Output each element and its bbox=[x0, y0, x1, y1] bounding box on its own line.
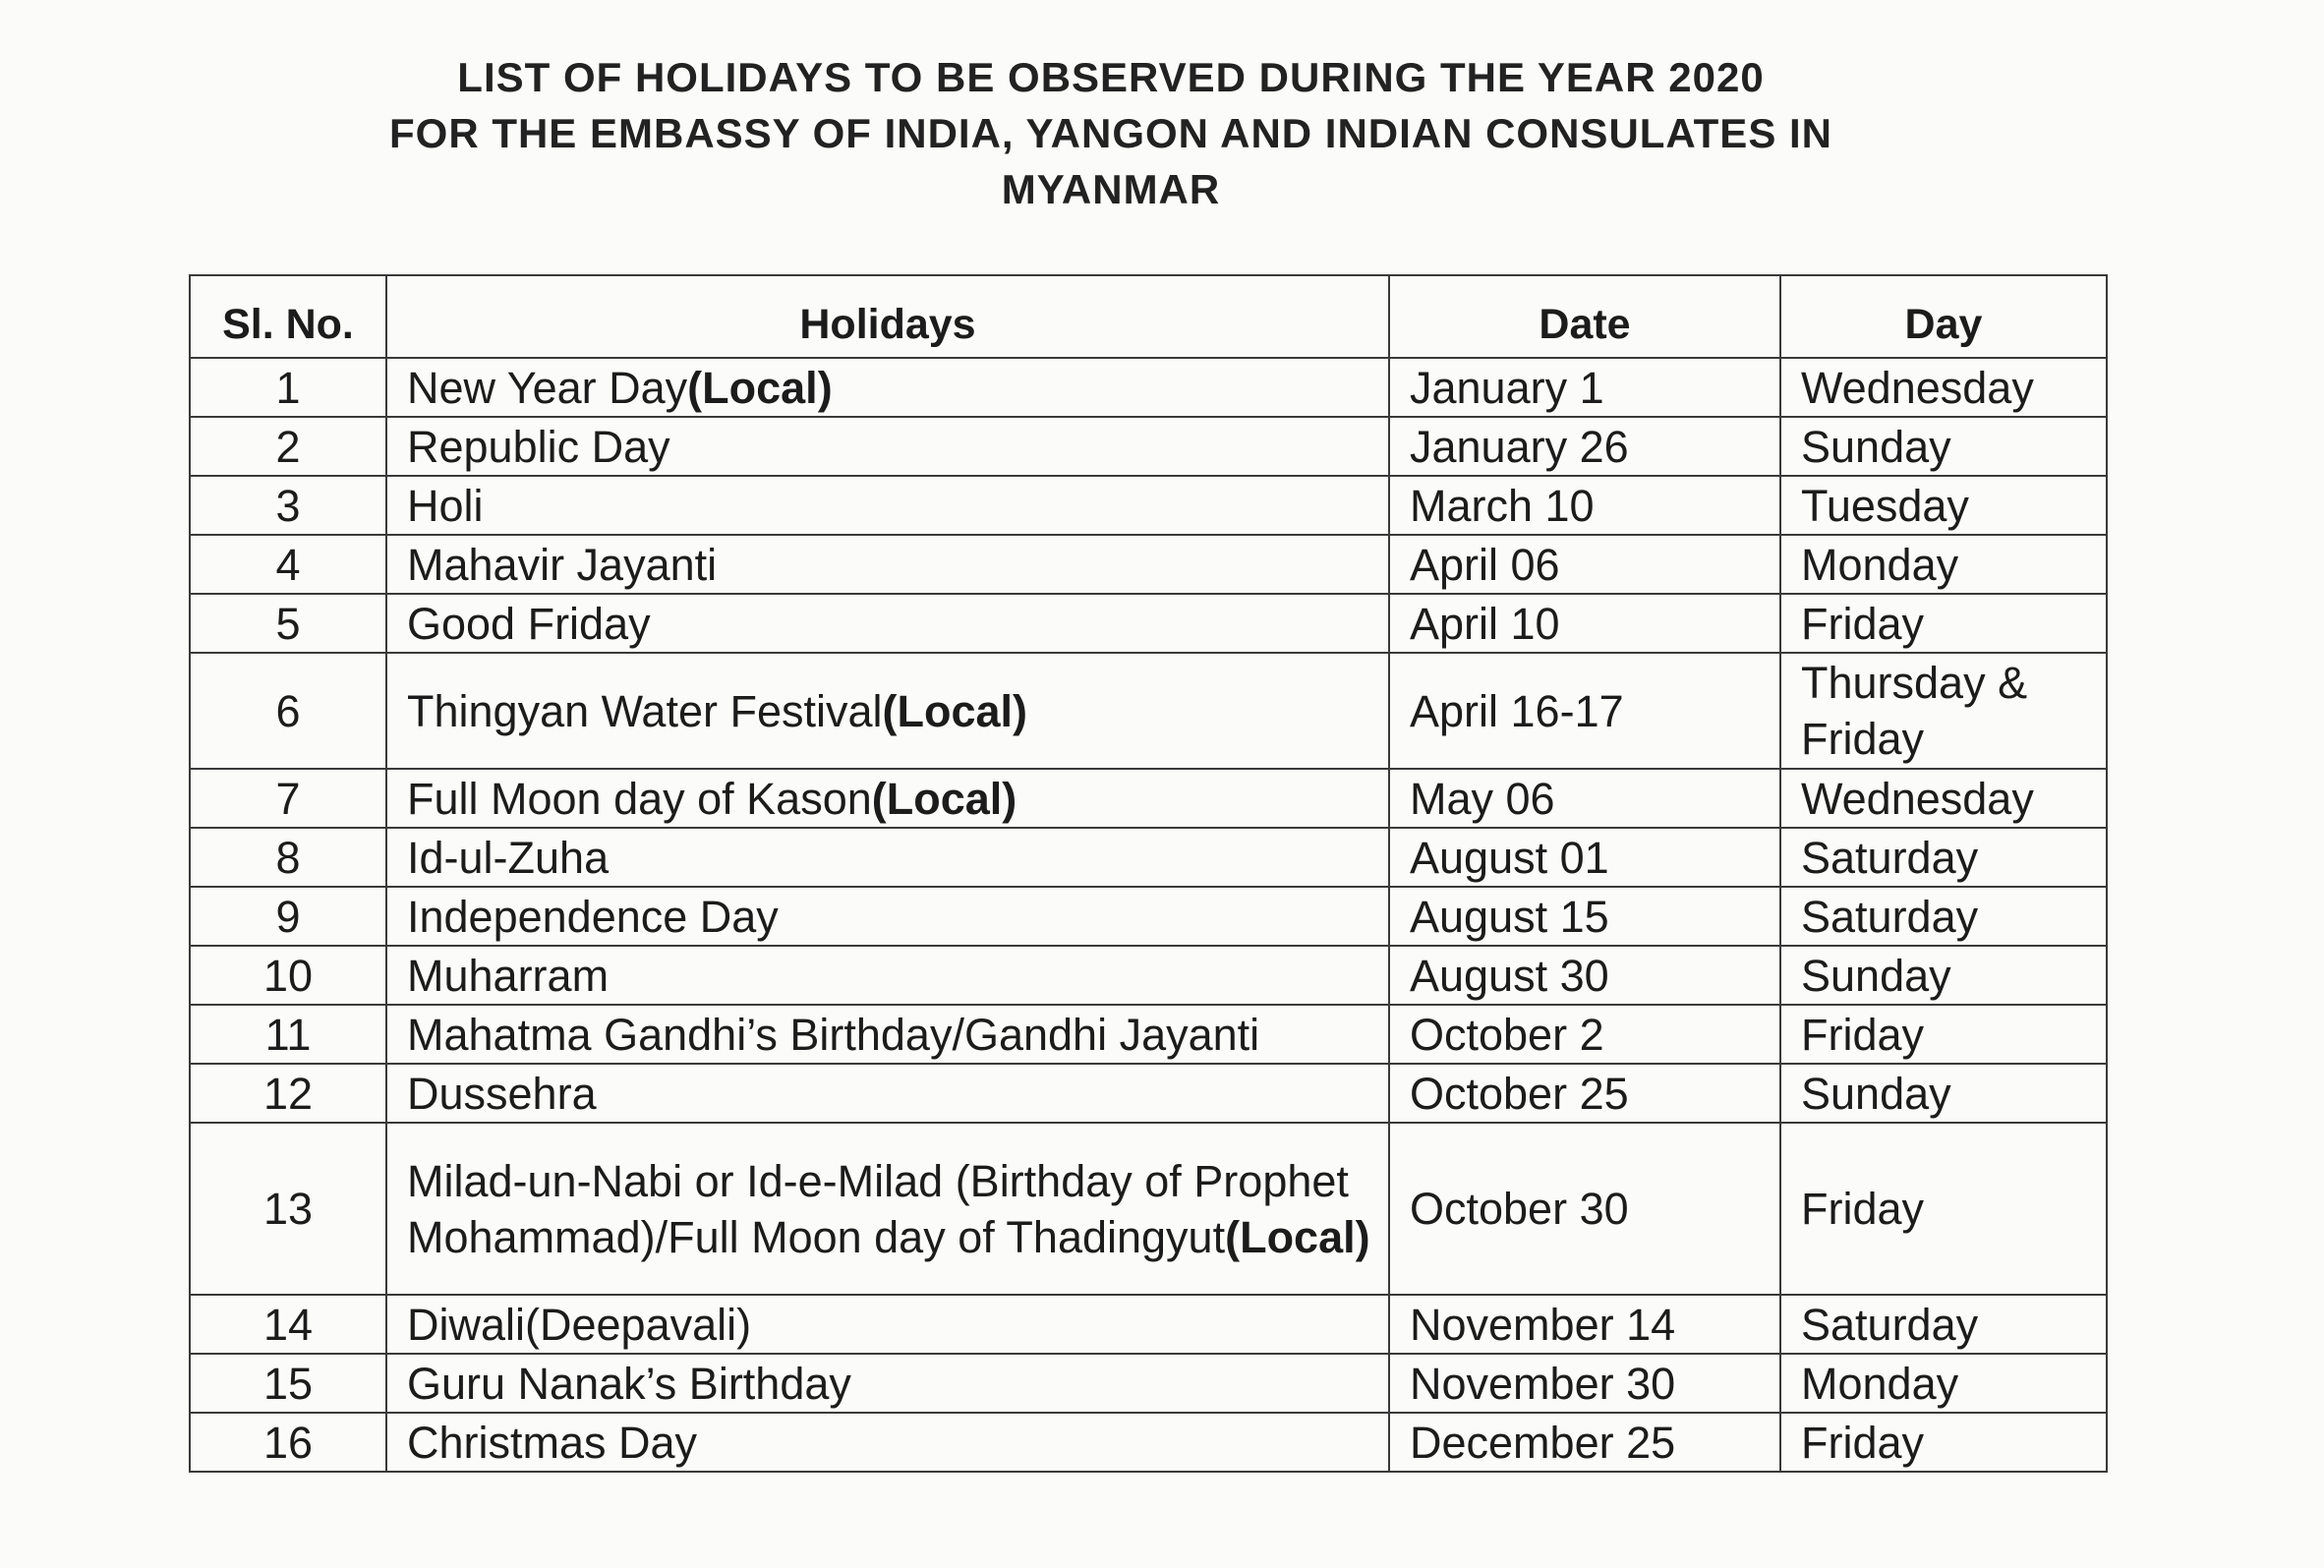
holiday-date: October 30 bbox=[1389, 1123, 1780, 1295]
holiday-day: Saturday bbox=[1780, 887, 2107, 946]
table-row bbox=[190, 1064, 2107, 1123]
holiday-name-text: Holi bbox=[407, 480, 484, 531]
header-date: Date bbox=[1389, 275, 1780, 358]
holiday-name bbox=[386, 1354, 1389, 1413]
holiday-date: April 16-17 bbox=[1389, 653, 1780, 769]
holiday-day: Sunday bbox=[1780, 946, 2107, 1005]
holiday-name-text: Guru Nanak’s Birthday bbox=[407, 1358, 851, 1409]
title-line-3: MYANMAR bbox=[1001, 166, 1221, 212]
holiday-day: Monday bbox=[1780, 535, 2107, 594]
row-number: 9 bbox=[190, 887, 386, 946]
holiday-name-text: Dussehra bbox=[407, 1068, 597, 1119]
holiday-name bbox=[386, 535, 1389, 594]
holiday-day: Saturday bbox=[1780, 828, 2107, 887]
row-number: 4 bbox=[190, 535, 386, 594]
table-row bbox=[190, 476, 2107, 535]
holiday-name-text: Full Moon day of Kason bbox=[407, 773, 872, 824]
table-row bbox=[190, 769, 2107, 828]
holiday-day: Monday bbox=[1780, 1354, 2107, 1413]
local-tag: (Local) bbox=[687, 362, 833, 413]
local-tag: (Local) bbox=[1225, 1211, 1370, 1262]
row-number: 13 bbox=[190, 1123, 386, 1295]
table-row bbox=[190, 1295, 2107, 1354]
table-row bbox=[190, 653, 2107, 769]
holiday-name-text: Id-ul-Zuha bbox=[407, 832, 610, 883]
table-row bbox=[190, 887, 2107, 946]
row-number: 16 bbox=[190, 1413, 386, 1472]
row-number: 14 bbox=[190, 1295, 386, 1354]
holiday-date: August 15 bbox=[1389, 887, 1780, 946]
holiday-name-text: Thingyan Water Festival bbox=[407, 685, 883, 736]
holiday-date: October 25 bbox=[1389, 1064, 1780, 1123]
header-day: Day bbox=[1780, 275, 2107, 358]
holiday-date: March 10 bbox=[1389, 476, 1780, 535]
holiday-name bbox=[386, 1005, 1389, 1064]
holiday-name bbox=[386, 417, 1389, 476]
table-row bbox=[190, 1005, 2107, 1064]
holiday-table bbox=[189, 274, 2108, 1473]
local-tag: (Local) bbox=[871, 773, 1017, 824]
holiday-day: Saturday bbox=[1780, 1295, 2107, 1354]
holiday-name-text: Mahavir Jayanti bbox=[407, 539, 718, 590]
row-number: 10 bbox=[190, 946, 386, 1005]
table-row bbox=[190, 828, 2107, 887]
holiday-name bbox=[386, 476, 1389, 535]
holiday-day: Wednesday bbox=[1780, 769, 2107, 828]
row-number: 11 bbox=[190, 1005, 386, 1064]
table-row bbox=[190, 594, 2107, 653]
holiday-name bbox=[386, 887, 1389, 946]
row-number: 1 bbox=[190, 358, 386, 417]
holiday-date: May 06 bbox=[1389, 769, 1780, 828]
holiday-name bbox=[386, 1295, 1389, 1354]
holiday-date: April 10 bbox=[1389, 594, 1780, 653]
holiday-day: Thursday & Friday bbox=[1780, 653, 2107, 769]
title-line-2: FOR THE EMBASSY OF INDIA, YANGON AND INDIAN CONSULATES IN bbox=[389, 110, 1832, 156]
holiday-name-text: Good Friday bbox=[407, 598, 651, 649]
table-row bbox=[190, 946, 2107, 1005]
row-number: 6 bbox=[190, 653, 386, 769]
holiday-name-text: Mahatma Gandhi’s Birthday/Gandhi Jayanti bbox=[407, 1009, 1260, 1060]
holiday-name bbox=[386, 1413, 1389, 1472]
holiday-day: Sunday bbox=[1780, 417, 2107, 476]
holiday-name-text: Diwali(Deepavali) bbox=[407, 1299, 752, 1350]
table-header-row bbox=[190, 275, 2107, 358]
holiday-name bbox=[386, 594, 1389, 653]
holiday-day: Friday bbox=[1780, 1005, 2107, 1064]
table-row bbox=[190, 358, 2107, 417]
holiday-name bbox=[386, 1123, 1389, 1295]
holiday-date: January 26 bbox=[1389, 417, 1780, 476]
header-holidays: Holidays bbox=[386, 275, 1389, 358]
row-number: 5 bbox=[190, 594, 386, 653]
page-title bbox=[0, 49, 2222, 217]
holiday-day: Wednesday bbox=[1780, 358, 2107, 417]
holiday-date: April 06 bbox=[1389, 535, 1780, 594]
holiday-name-text: Christmas Day bbox=[407, 1417, 698, 1468]
title-line-1: LIST OF HOLIDAYS TO BE OBSERVED DURING THE YEAR 2020 bbox=[457, 54, 1765, 100]
holiday-day: Friday bbox=[1780, 1413, 2107, 1472]
holiday-day: Friday bbox=[1780, 1123, 2107, 1295]
table-row bbox=[190, 1413, 2107, 1472]
holiday-name bbox=[386, 946, 1389, 1005]
holiday-name-text: Muharram bbox=[407, 950, 610, 1001]
holiday-name bbox=[386, 828, 1389, 887]
holiday-date: November 14 bbox=[1389, 1295, 1780, 1354]
row-number: 7 bbox=[190, 769, 386, 828]
holiday-name bbox=[386, 358, 1389, 417]
holiday-date: August 01 bbox=[1389, 828, 1780, 887]
header-sl-no: Sl. No. bbox=[190, 275, 386, 358]
holiday-day: Tuesday bbox=[1780, 476, 2107, 535]
holiday-date: January 1 bbox=[1389, 358, 1780, 417]
holiday-date: October 2 bbox=[1389, 1005, 1780, 1064]
row-number: 12 bbox=[190, 1064, 386, 1123]
holiday-name bbox=[386, 1064, 1389, 1123]
holiday-name-text: New Year Day bbox=[407, 362, 688, 413]
table-row bbox=[190, 535, 2107, 594]
local-tag: (Local) bbox=[882, 685, 1028, 736]
row-number: 2 bbox=[190, 417, 386, 476]
table-row bbox=[190, 1354, 2107, 1413]
holiday-day: Sunday bbox=[1780, 1064, 2107, 1123]
holiday-name-text: Independence Day bbox=[407, 891, 779, 942]
holiday-date: December 25 bbox=[1389, 1413, 1780, 1472]
row-number: 3 bbox=[190, 476, 386, 535]
table-row bbox=[190, 1123, 2107, 1295]
table-row bbox=[190, 417, 2107, 476]
holiday-day: Friday bbox=[1780, 594, 2107, 653]
holiday-date: November 30 bbox=[1389, 1354, 1780, 1413]
holiday-name-text: Republic Day bbox=[407, 421, 670, 472]
holiday-name-text: Milad-un-Nabi or Id-e-Milad (Birthday of Prophet Mohammad)/Full Moon day of Thadingyut bbox=[407, 1155, 1349, 1262]
row-number: 15 bbox=[190, 1354, 386, 1413]
holiday-date: August 30 bbox=[1389, 946, 1780, 1005]
holiday-name bbox=[386, 769, 1389, 828]
holiday-name bbox=[386, 653, 1389, 769]
row-number: 8 bbox=[190, 828, 386, 887]
